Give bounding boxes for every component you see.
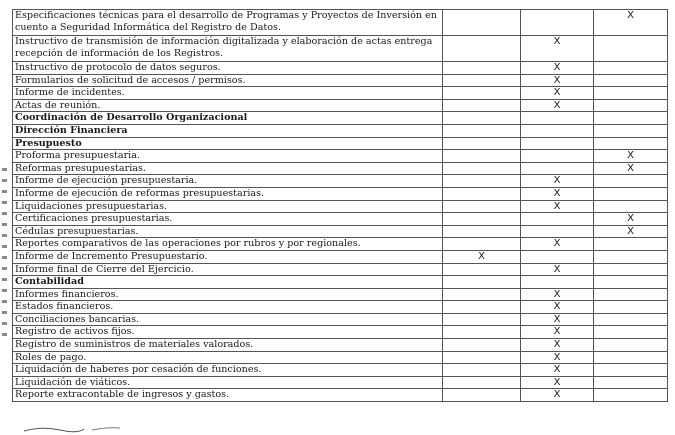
table-row	[13, 150, 668, 163]
mark-cell-col3	[594, 301, 668, 314]
table-row	[13, 87, 668, 100]
document-name-cell: Informe de ejecución presupuestaria.	[13, 175, 443, 188]
mark-cell-col2: X	[521, 74, 594, 87]
mark-cell-col2: X	[521, 364, 594, 377]
mark-cell-col3: X	[594, 150, 668, 163]
mark-cell-col2: X	[521, 301, 594, 314]
mark-cell-col1	[443, 301, 521, 314]
document-name-cell: Instructivo de protocolo de datos seguros.	[13, 62, 443, 75]
document-name-cell: Informe final de Cierre del Ejercicio.	[13, 263, 443, 276]
mark-cell-col3	[594, 175, 668, 188]
mark-cell-col3	[594, 187, 668, 200]
mark-cell-col2	[521, 162, 594, 175]
mark-cell-col2: X	[521, 339, 594, 352]
mark-cell-col3	[594, 124, 668, 137]
mark-cell-col2	[521, 225, 594, 238]
table-row	[13, 162, 668, 175]
document-name-cell: Liquidación de haberes por cesación de funciones.	[13, 364, 443, 377]
mark-cell-col3	[594, 364, 668, 377]
document-name-cell: Liquidaciones presupuestarias.	[13, 200, 443, 213]
mark-cell-col1	[443, 351, 521, 364]
mark-cell-col3	[594, 87, 668, 100]
mark-cell-col1	[443, 376, 521, 389]
mark-cell-col3: X	[594, 225, 668, 238]
document-name-cell: Informe de incidentes.	[13, 87, 443, 100]
mark-cell-col1	[443, 213, 521, 226]
mark-cell-col1	[443, 162, 521, 175]
table-row	[13, 364, 668, 377]
mark-cell-col1	[443, 238, 521, 251]
mark-cell-col2	[521, 137, 594, 150]
mark-cell-col2	[521, 10, 594, 36]
mark-cell-col3: X	[594, 213, 668, 226]
document-name-cell: Reformas presupuestarias.	[13, 162, 443, 175]
mark-cell-col1	[443, 313, 521, 326]
document-sheet	[12, 9, 667, 402]
table-row	[13, 74, 668, 87]
document-name-cell: Dirección Financiera	[13, 124, 443, 137]
document-name-cell: Reportes comparativos de las operaciones por rubros y por regionales.	[13, 238, 443, 251]
document-name-cell: Proforma presupuestaria.	[13, 150, 443, 163]
mark-cell-col1	[443, 276, 521, 289]
document-name-cell: Conciliaciones bancarias.	[13, 313, 443, 326]
mark-cell-col3	[594, 200, 668, 213]
document-name-cell: Registro de activos fijos.	[13, 326, 443, 339]
document-name-cell: Cédulas presupuestarias.	[13, 225, 443, 238]
document-name-cell: Instructivo de transmisión de información digitalizada y elaboración de actas entrega recepción de información de los Registros.	[13, 36, 443, 62]
mark-cell-col1	[443, 10, 521, 36]
document-name-cell: Coordinación de Desarrollo Organizacional	[13, 112, 443, 125]
table-row	[13, 62, 668, 75]
mark-cell-col2: X	[521, 175, 594, 188]
table-row	[13, 200, 668, 213]
mark-cell-col3	[594, 99, 668, 112]
mark-cell-col1	[443, 288, 521, 301]
document-name-cell: Informe de Incremento Presupuestario.	[13, 250, 443, 263]
mark-cell-col2: X	[521, 99, 594, 112]
mark-cell-col3	[594, 389, 668, 402]
document-name-cell: Roles de pago.	[13, 351, 443, 364]
mark-cell-col2: X	[521, 36, 594, 62]
mark-cell-col3	[594, 137, 668, 150]
table-row	[13, 213, 668, 226]
mark-cell-col2	[521, 250, 594, 263]
document-name-cell: Actas de reunión.	[13, 99, 443, 112]
mark-cell-col2: X	[521, 187, 594, 200]
table-row	[13, 250, 668, 263]
mark-cell-col3	[594, 376, 668, 389]
mark-cell-col2: X	[521, 389, 594, 402]
mark-cell-col3	[594, 276, 668, 289]
document-name-cell: Informe de ejecución de reformas presupuestarias.	[13, 187, 443, 200]
mark-cell-col1	[443, 339, 521, 352]
mark-cell-col1	[443, 175, 521, 188]
section-row	[13, 276, 668, 289]
table-row	[13, 36, 668, 62]
section-row	[13, 137, 668, 150]
mark-cell-col1	[443, 99, 521, 112]
table-row	[13, 301, 668, 314]
table-row	[13, 238, 668, 251]
mark-cell-col2: X	[521, 376, 594, 389]
mark-cell-col3	[594, 250, 668, 263]
table-row	[13, 339, 668, 352]
records-table-body	[13, 10, 668, 402]
document-name-cell: Contabilidad	[13, 276, 443, 289]
signature-mark	[22, 425, 122, 435]
mark-cell-col2: X	[521, 238, 594, 251]
mark-cell-col1	[443, 263, 521, 276]
mark-cell-col3	[594, 112, 668, 125]
mark-cell-col3	[594, 238, 668, 251]
table-row	[13, 389, 668, 402]
mark-cell-col2: X	[521, 62, 594, 75]
mark-cell-col2	[521, 112, 594, 125]
table-row	[13, 313, 668, 326]
mark-cell-col1	[443, 112, 521, 125]
table-row	[13, 99, 668, 112]
mark-cell-col3	[594, 339, 668, 352]
mark-cell-col1	[443, 74, 521, 87]
table-row	[13, 288, 668, 301]
mark-cell-col2: X	[521, 288, 594, 301]
mark-cell-col3	[594, 62, 668, 75]
mark-cell-col1	[443, 137, 521, 150]
document-name-cell: Liquidación de viáticos.	[13, 376, 443, 389]
mark-cell-col3	[594, 288, 668, 301]
table-row	[13, 225, 668, 238]
mark-cell-col3	[594, 326, 668, 339]
mark-cell-col3: X	[594, 10, 668, 36]
mark-cell-col1	[443, 187, 521, 200]
document-name-cell: Informes financieros.	[13, 288, 443, 301]
document-name-cell: Certificaciones presupuestarias.	[13, 213, 443, 226]
mark-cell-col1	[443, 225, 521, 238]
mark-cell-col2	[521, 150, 594, 163]
binder-holes	[0, 168, 9, 348]
section-row	[13, 112, 668, 125]
document-name-cell: Presupuesto	[13, 137, 443, 150]
mark-cell-col2	[521, 276, 594, 289]
mark-cell-col1	[443, 200, 521, 213]
document-name-cell: Registro de suministros de materiales valorados.	[13, 339, 443, 352]
mark-cell-col1	[443, 87, 521, 100]
mark-cell-col2: X	[521, 351, 594, 364]
mark-cell-col1	[443, 62, 521, 75]
records-table	[12, 9, 668, 402]
table-row	[13, 175, 668, 188]
mark-cell-col2: X	[521, 87, 594, 100]
document-name-cell: Formularios de solicitud de accesos / permisos.	[13, 74, 443, 87]
table-row	[13, 187, 668, 200]
document-name-cell: Estados financieros.	[13, 301, 443, 314]
mark-cell-col2: X	[521, 326, 594, 339]
mark-cell-col3: X	[594, 162, 668, 175]
mark-cell-col3	[594, 313, 668, 326]
mark-cell-col1	[443, 36, 521, 62]
mark-cell-col2	[521, 124, 594, 137]
table-row	[13, 326, 668, 339]
mark-cell-col2: X	[521, 200, 594, 213]
mark-cell-col3	[594, 351, 668, 364]
mark-cell-col3	[594, 74, 668, 87]
mark-cell-col2: X	[521, 263, 594, 276]
mark-cell-col1	[443, 326, 521, 339]
mark-cell-col2	[521, 213, 594, 226]
mark-cell-col3	[594, 36, 668, 62]
mark-cell-col1	[443, 389, 521, 402]
mark-cell-col1	[443, 150, 521, 163]
mark-cell-col1: X	[443, 250, 521, 263]
document-name-cell: Reporte extracontable de ingresos y gastos.	[13, 389, 443, 402]
document-name-cell: Especificaciones técnicas para el desarrollo de Programas y Proyectos de Inversión en cuento a Seguridad Informática del Registro de Datos.	[13, 10, 443, 36]
mark-cell-col1	[443, 124, 521, 137]
mark-cell-col1	[443, 364, 521, 377]
table-row	[13, 263, 668, 276]
table-row	[13, 376, 668, 389]
section-row	[13, 124, 668, 137]
table-row	[13, 10, 668, 36]
table-row	[13, 351, 668, 364]
mark-cell-col3	[594, 263, 668, 276]
mark-cell-col2: X	[521, 313, 594, 326]
